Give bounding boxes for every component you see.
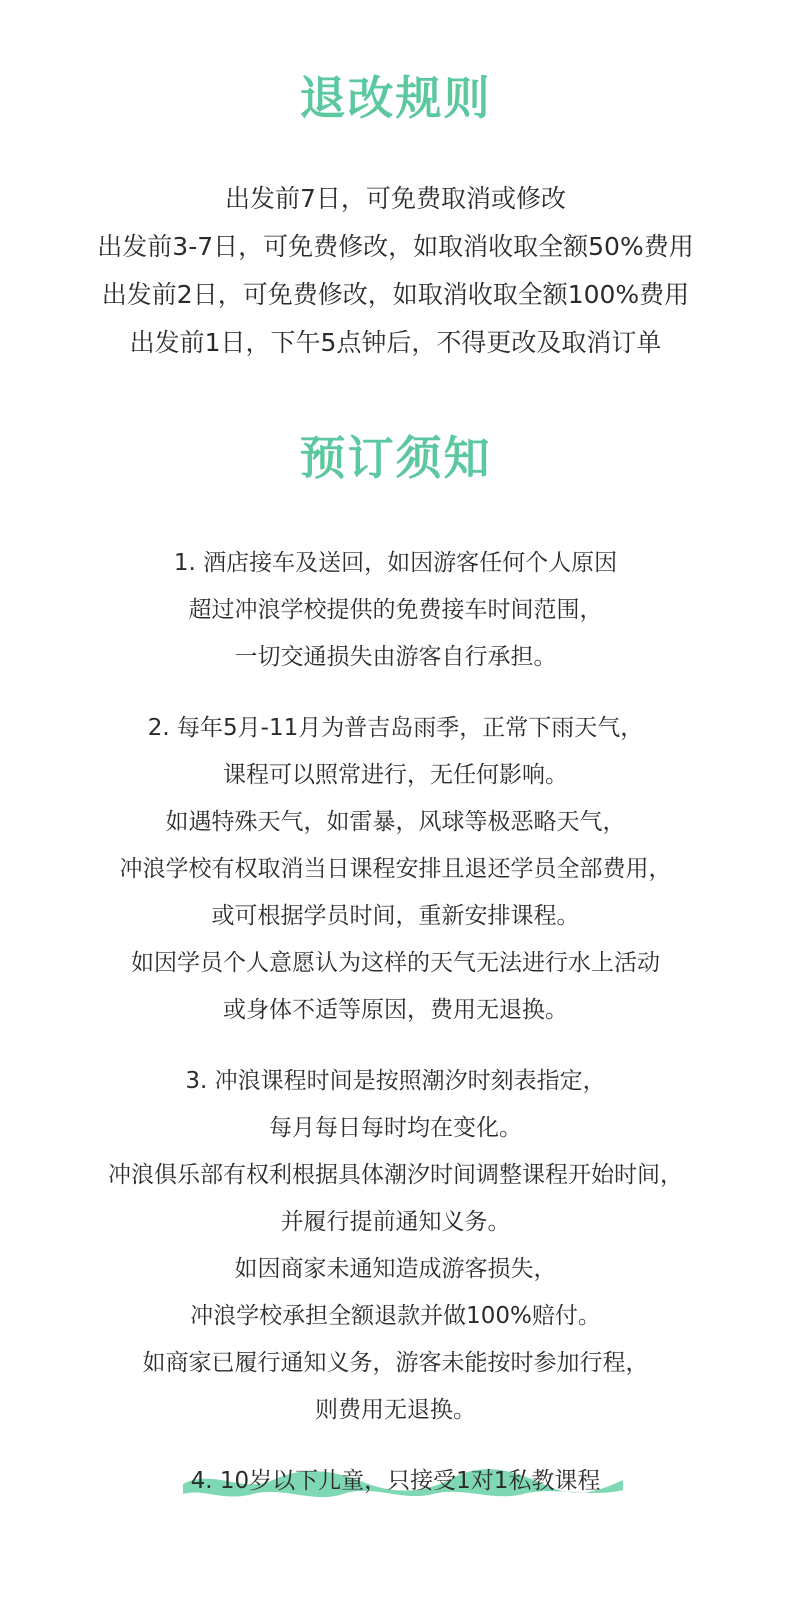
notice-line: 2. 每年5月-11月为普吉岛雨季，正常下雨天气，	[147, 715, 644, 741]
refund-rule-line: 出发前2日，可免费修改，如取消收取全额100%费用	[101, 280, 690, 309]
refund-rule-line: 出发前7日，可免费取消或修改	[225, 184, 566, 213]
notice-line: 如遇特殊天气，如雷暴，风球等极恶略天气，	[165, 809, 626, 835]
notice-line: 课程可以照常进行，无任何影响。	[223, 762, 568, 788]
highlight-marker	[191, 1458, 601, 1505]
refund-rules-title: 退改规则	[299, 71, 492, 125]
notice-line: 4. 10岁以下儿童，只接受1对1私教课程	[190, 1468, 601, 1494]
booking-notice-item-2	[0, 705, 791, 1034]
refund-rule-line: 出发前3-7日，可免费修改，如取消收取全额50%费用	[97, 232, 694, 261]
notice-line: 一切交通损失由游客自行承担。	[234, 644, 557, 670]
notice-line-highlighted	[0, 1458, 791, 1505]
notice-line: 或身体不适等原因，费用无退换。	[223, 997, 568, 1023]
notice-line: 或可根据学员时间，重新安排课程。	[211, 903, 580, 929]
notice-line: 超过冲浪学校提供的免费接车时间范围，	[188, 597, 603, 623]
notice-line: 冲浪学校有权取消当日课程安排且退还学员全部费用，	[119, 856, 672, 882]
notice-line: 则费用无退换。	[315, 1397, 476, 1423]
notice-line: 1. 酒店接车及送回，如因游客任何个人原因	[173, 550, 618, 576]
booking-notice-item-3	[0, 1058, 791, 1434]
notice-line: 如因学员个人意愿认为这样的天气无法进行水上活动	[131, 950, 660, 976]
booking-notice-list	[0, 540, 791, 1505]
notice-line: 每月每日每时均在变化。	[269, 1115, 522, 1141]
notice-line: 冲浪俱乐部有权利根据具体潮汐时间调整课程开始时间，	[108, 1162, 683, 1188]
booking-notice-item-4	[0, 1458, 791, 1505]
booking-notice-title: 预订须知	[299, 431, 492, 485]
refund-rules-list	[0, 175, 791, 367]
notice-line: 冲浪学校承担全额退款并做100%赔付。	[190, 1303, 601, 1329]
refund-rule-line: 出发前1日，下午5点钟后，不得更改及取消订单	[129, 328, 662, 357]
notice-line: 如商家已履行通知义务，游客未能按时参加行程，	[142, 1350, 649, 1376]
booking-notice-item-1	[0, 540, 791, 681]
notice-line: 如因商家未通知造成游客损失，	[234, 1256, 557, 1282]
notice-line: 并履行提前通知义务。	[280, 1209, 511, 1235]
notice-line: 3. 冲浪课程时间是按照潮汐时刻表指定，	[185, 1068, 606, 1094]
